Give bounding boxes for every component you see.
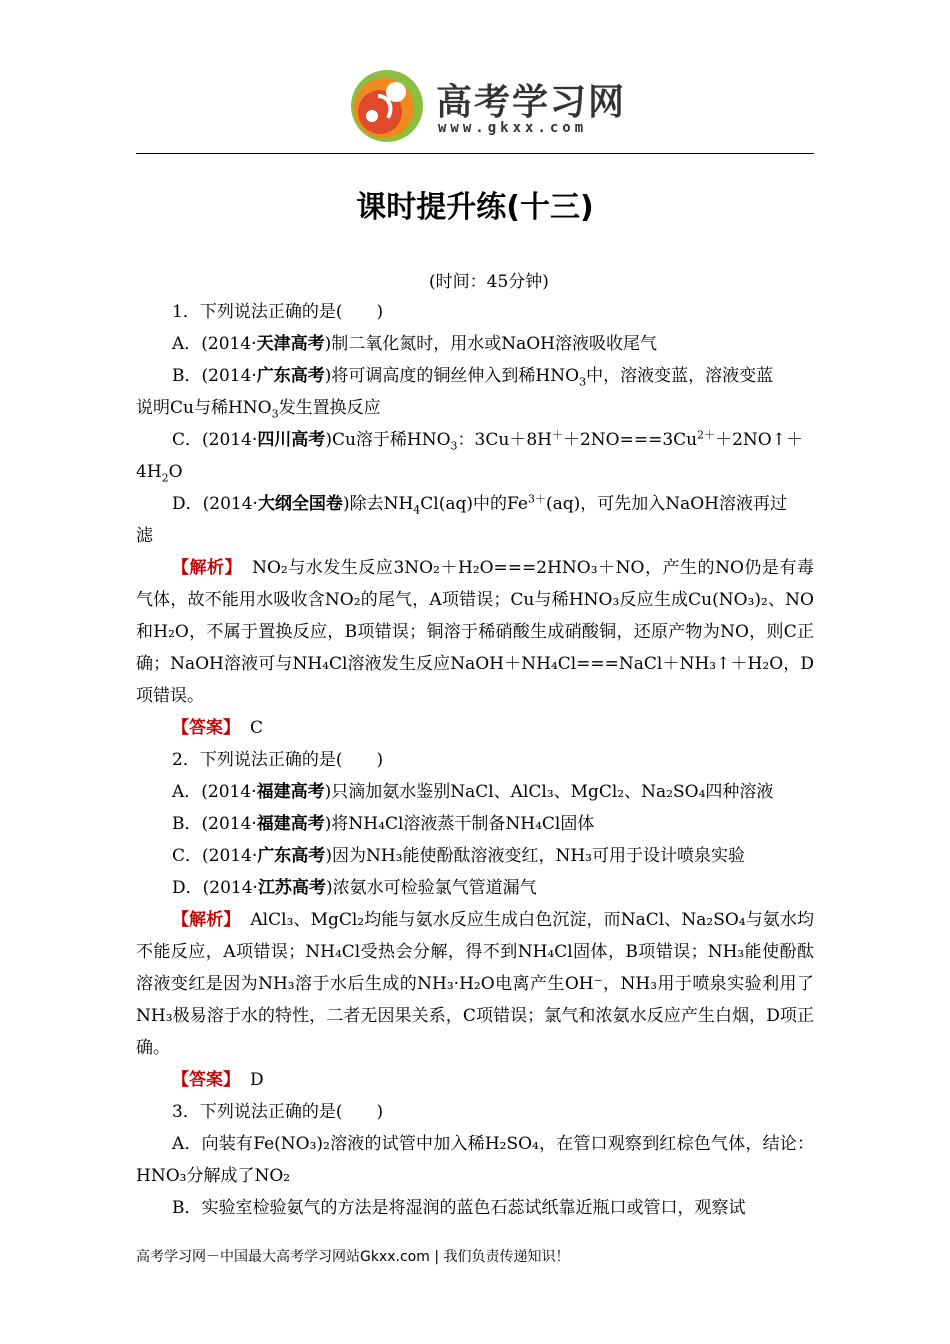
content [136, 296, 814, 1224]
logo-url: www.gkxx.com [438, 120, 588, 136]
q2-analysis: 【解析】 AlCl₃、MgCl₂均能与氨水反应生成白色沉淀，而NaCl、Na₂SO₄与氨水均不能反应，A项错误；NH₄Cl受热会分解，得不到NH₄Cl固体，B项错误；NH₃能使酚酞溶液变红是因为NH₃溶于水后生成的NH₃·H₂O电离产生OH⁻，NH₃用于喷泉实验利用了NH₃极易溶于水的特性，二者无因果关系，C项错误；氯气和浓氨水反应产生白烟，D项正确。 [136, 910, 815, 1058]
q2-answer: 【答案】 D [172, 1070, 264, 1090]
time-limit: (时间：45分钟) [429, 272, 549, 292]
q1-option-a: A．(2014·天津高考)制二氧化氮时，用水或NaOH溶液吸收尾气 [172, 334, 657, 354]
q1-option-d: D．(2014·大纲全国卷)除去$NH_4Cl(aq)$中的$Fe^{3+}(aq)$，可先加入NaOH溶液再过 [172, 492, 787, 517]
page-title: 课时提升练(十三) [356, 190, 594, 225]
analysis-tag: 【解析】 [172, 558, 243, 578]
answer-tag: 【答案】 [172, 718, 240, 738]
q1-option-d-cont: 滤 [136, 526, 153, 546]
q1-option-b-cont: 说明Cu与稀$HNO_3$发生置换反应 [136, 398, 381, 421]
page-footer: 高考学习网－中国最大高考学习网站Gkxx.com | 我们负责传递知识！ [136, 1249, 570, 1265]
answer-tag: 【答案】 [172, 1070, 240, 1090]
logo-mark-icon [348, 66, 426, 144]
q1-analysis: 【解析】 NO₂与水发生反应3NO₂＋H₂O===2HNO₃＋NO，产生的NO仍是有毒气体，故不能用水吸收含NO₂的尾气，A项错误；Cu与稀HNO₃反应生成Cu(NO₃)₂、NO和H₂O，不属于置换反应，B项错误；铜溶于稀硝酸生成硝酸铜，还原产物为NO，则C正确；NaOH溶液可与NH₄Cl溶液发生反应NaOH＋NH₄Cl===NaCl＋NH₃↑＋H₂O，D项错误。 [136, 558, 814, 706]
q2-option-a: A．(2014·福建高考)只滴加氨水鉴别NaCl、AlCl₃、MgCl₂、Na₂SO₄四种溶液 [172, 782, 774, 802]
q3-stem: 3．下列说法正确的是( ) [172, 1102, 384, 1122]
site-logo[interactable] [348, 66, 638, 146]
q1-option-b: B．(2014·广东高考)将可调高度的铜丝伸入到稀$HNO_3$中，溶液变蓝，溶液变蓝 [172, 366, 774, 389]
q2-option-c: C．(2014·广东高考)因为NH₃能使酚酞溶液变红，NH₃可用于设计喷泉实验 [172, 846, 745, 866]
q1-option-c: C．(2014·四川高考)Cu溶于稀$HNO_3$：$3Cu+8H^++2NO===3Cu^{2+}+2NO↑+$ [172, 428, 803, 453]
q2-option-b: B．(2014·福建高考)将NH₄Cl溶液蒸干制备NH₄Cl固体 [172, 814, 595, 834]
q3-option-b: B．实验室检验氨气的方法是将湿润的蓝色石蕊试纸靠近瓶口或管口，观察试 [172, 1198, 746, 1218]
analysis-tag: 【解析】 [172, 910, 241, 930]
q2-option-d: D．(2014·江苏高考)浓氨水可检验氯气管道漏气 [172, 878, 537, 898]
q3-option-a: A．向装有Fe(NO₃)₂溶液的试管中加入稀H₂SO₄，在管口观察到红棕色气体，结论：HNO₃分解成了NO₂ [136, 1134, 814, 1186]
header-rule [136, 153, 814, 154]
q2-stem: 2．下列说法正确的是( ) [172, 750, 384, 770]
q1-stem: 1．下列说法正确的是( ) [172, 302, 384, 322]
logo-name: 高考学习网 [436, 82, 627, 123]
q1-option-c-cont: $4H_2O$ [136, 462, 183, 485]
q1-answer: 【答案】 C [172, 718, 264, 738]
